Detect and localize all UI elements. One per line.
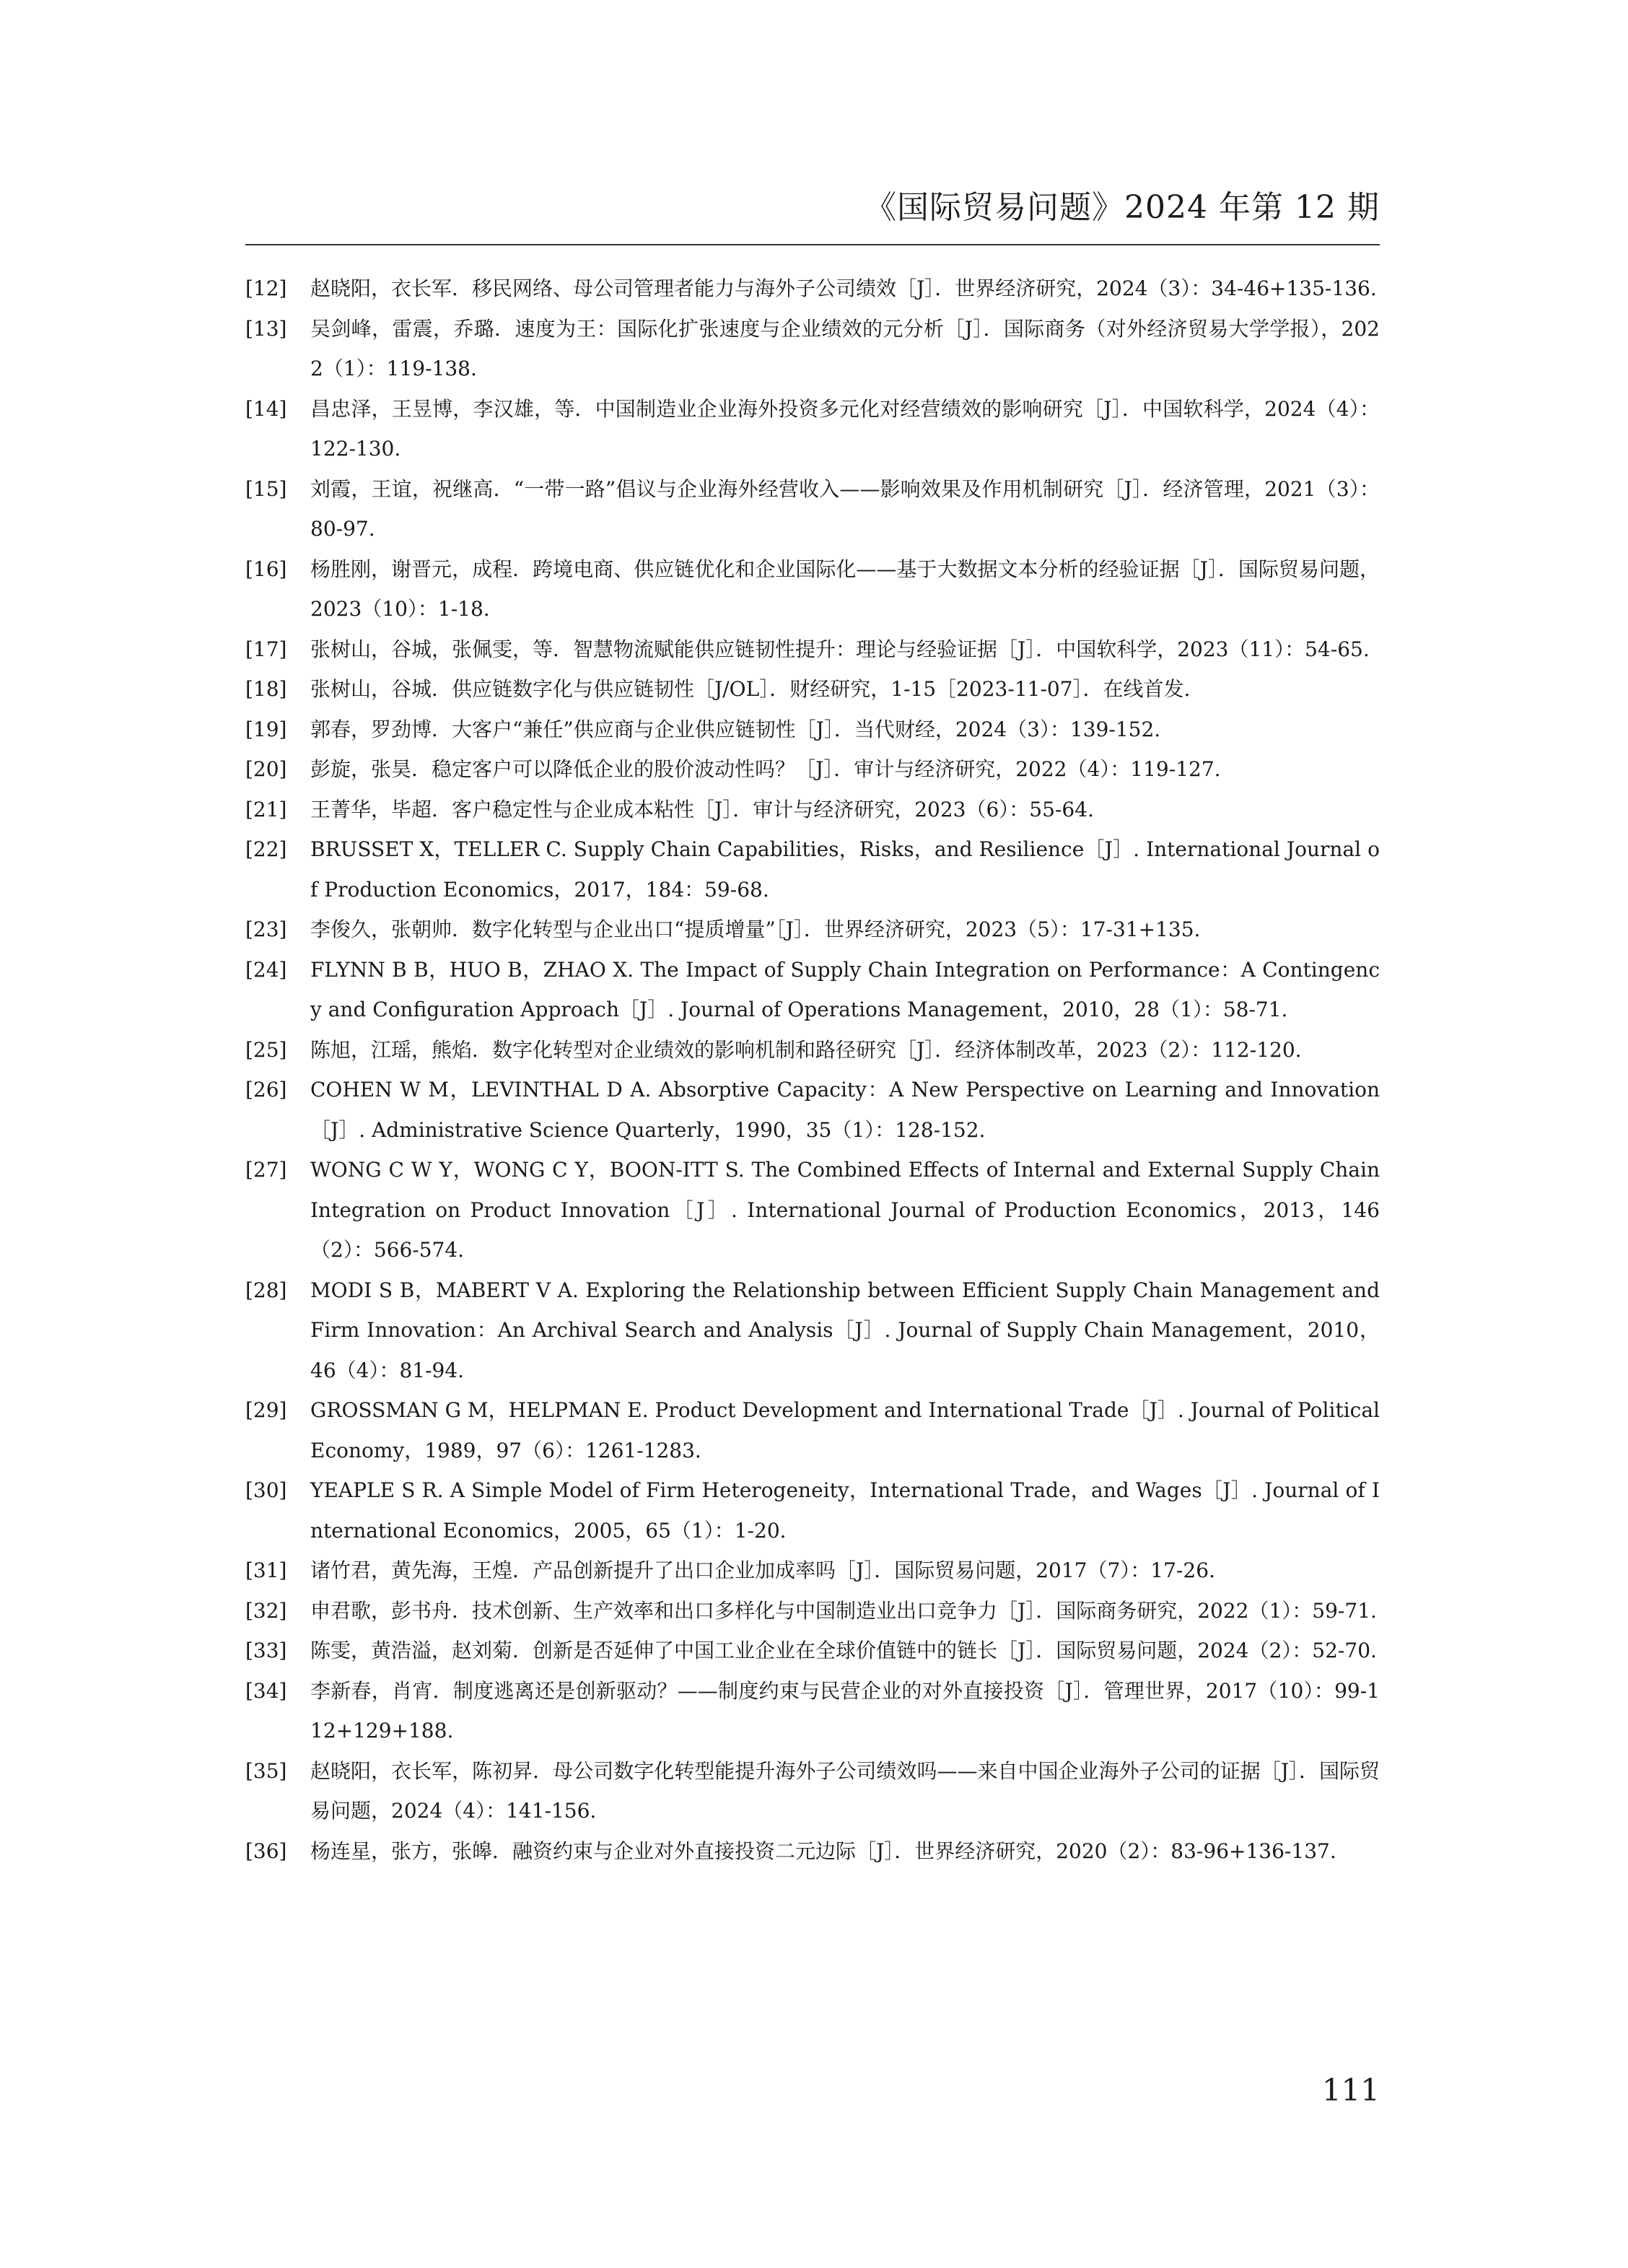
reference-text: 张树山，谷城．供应链数字化与供应链韧性［J/OL］．财经研究，1-15［2023-11-07］．在线首发. [310,677,1191,701]
reference-item [245,1270,1380,1391]
reference-number: [14] [245,396,287,421]
reference-number: [32] [245,1598,287,1623]
reference-text: 昌忠泽，王昱博，李汉雄，等．中国制造业企业海外投资多元化对经营绩效的影响研究［J］．中国软科学，2024（4）：122-130. [310,396,1380,461]
reference-item [245,1070,1380,1150]
reference-text: 张树山，谷城，张佩雯，等．智慧物流赋能供应链韧性提升：理论与经验证据［J］．中国软科学，2023（11）：54-65. [310,637,1370,661]
reference-item [245,710,1380,750]
reference-number: [35] [245,1758,287,1783]
reference-text: 申君歌，彭书舟．技术创新、生产效率和出口多样化与中国制造业出口竞争力［J］．国际商务研究，2022（1）：59-71. [310,1598,1377,1623]
reference-item [245,1470,1380,1550]
page-number: 111 [1321,2072,1380,2108]
reference-text: WONG C W Y，WONG C Y，BOON-ITT S. The Combined Effects of Internal and External Supply Chain Integration on Product Innovation［J］. International Journal of Production Economics，2013，146（2）：566-574. [310,1158,1380,1262]
reference-item [245,629,1380,670]
reference-text: 彭旋，张昊．稳定客户可以降低企业的股价波动性吗？［J］．审计与经济研究，2022（4）：119-127. [310,757,1221,781]
reference-number: [12] [245,276,287,300]
reference-number: [23] [245,917,287,941]
reference-number: [29] [245,1398,287,1422]
reference-number: [13] [245,316,287,341]
reference-item [245,549,1380,629]
reference-item [245,749,1380,790]
reference-item [245,1030,1380,1070]
reference-text: 郭春，罗劲博．大客户“兼任”供应商与企业供应链韧性［J］．当代财经，2024（3）：139-152. [310,717,1161,741]
reference-item [245,309,1380,389]
reference-item [245,1390,1380,1470]
reference-text: 陈旭，江瑶，熊焰．数字化转型对企业绩效的影响机制和路径研究［J］．经济体制改革，2023（2）：112-120. [310,1037,1302,1062]
reference-item [245,829,1380,910]
reference-number: [30] [245,1478,287,1502]
reference-number: [22] [245,837,287,861]
reference-text: 刘霞，王谊，祝继高．“一带一路”倡议与企业海外经营收入——影响效果及作用机制研究［J］．经济管理，2021（3）：80-97. [310,476,1380,541]
reference-text: 赵晓阳，衣长军，陈初昇．母公司数字化转型能提升海外子公司绩效吗——来自中国企业海外子公司的证据［J］．国际贸易问题，2024（4）：141-156. [310,1758,1380,1823]
reference-number: [24] [245,957,287,982]
reference-text: 吴剑峰，雷震，乔璐．速度为王：国际化扩张速度与企业绩效的元分析［J］．国际商务（对外经济贸易大学学报），2022（1）：119-138. [310,316,1380,380]
reference-item [245,1671,1380,1751]
reference-number: [28] [245,1278,287,1302]
reference-text: 杨连星，张方，张皞．融资约束与企业对外直接投资二元边际［J］．世界经济研究，2020（2）：83-96+136-137. [310,1839,1336,1863]
reference-number: [27] [245,1158,287,1182]
reference-text: FLYNN B B，HUO B，ZHAO X. The Impact of Supply Chain Integration on Performance：A Contingency and Configuration Approach［J］. Journal of Operations Management，2010，28（1）：58-71. [310,957,1380,1021]
reference-number: [33] [245,1639,287,1662]
reference-text: BRUSSET X，TELLER C. Supply Chain Capabilities，Risks，and Resilience［J］. International Journal of Production Economics，2017，184：59-68. [310,837,1380,902]
running-header: 《国际贸易问题》2024 年第 12 期 [865,189,1380,226]
reference-number: [17] [245,637,287,661]
reference-text: 诸竹君，黄先海，王煌．产品创新提升了出口企业加成率吗［J］．国际贸易问题，2017（7）：17-26. [310,1558,1215,1582]
reference-text: 赵晓阳，衣长军．移民网络、母公司管理者能力与海外子公司绩效［J］．世界经济研究，2024（3）：34-46+135-136. [310,276,1377,300]
reference-text: GROSSMAN G M，HELPMAN E. Product Development and International Trade［J］. Journal of Political Economy，1989，97（6）：1261-1283. [310,1398,1380,1462]
reference-item [245,950,1380,1030]
reference-text: 陈雯，黄浩溢，赵刘菊．创新是否延伸了中国工业企业在全球价值链中的链长［J］．国际贸易问题，2024（2）：52-70. [310,1639,1377,1662]
reference-item [245,1150,1380,1270]
reference-number: [15] [245,476,287,501]
reference-text: YEAPLE S R. A Simple Model of Firm Heterogeneity，International Trade，and Wages［J］. Journal of International Economics，2005，65（1）：1-20. [310,1478,1380,1543]
reference-item [245,1631,1380,1671]
reference-item [245,790,1380,830]
reference-number: [26] [245,1078,287,1102]
reference-number: [34] [245,1678,287,1703]
header-rule [245,244,1380,245]
reference-number: [18] [245,677,287,701]
reference-item [245,469,1380,549]
reference-item [245,1751,1380,1831]
reference-item [245,269,1380,309]
reference-number: [19] [245,717,287,741]
reference-number: [25] [245,1037,287,1062]
reference-item [245,1550,1380,1591]
reference-number: [21] [245,797,287,821]
reference-list [245,269,1380,1871]
reference-text: COHEN W M，LEVINTHAL D A. Absorptive Capacity：A New Perspective on Learning and Innovation［J］. Administrative Science Quarterly，1990，35（1）：128-152. [310,1078,1380,1142]
reference-number: [16] [245,557,287,581]
reference-text: 杨胜刚，谢晋元，成程．跨境电商、供应链优化和企业国际化——基于大数据文本分析的经验证据［J］．国际贸易问题，2023（10）：1-18. [310,557,1380,621]
reference-number: [20] [245,757,287,781]
reference-item [245,910,1380,950]
reference-number: [36] [245,1839,287,1863]
reference-item [245,1591,1380,1631]
reference-text: 王菁华，毕超．客户稳定性与企业成本粘性［J］．审计与经济研究，2023（6）：55-64. [310,797,1094,821]
reference-item [245,669,1380,710]
reference-item [245,1831,1380,1872]
reference-text: 李新春，肖宵．制度逃离还是创新驱动？——制度约束与民营企业的对外直接投资［J］．管理世界，2017（10）：99-112+129+188. [310,1678,1380,1743]
reference-text: 李俊久，张朝帅．数字化转型与企业出口“提质增量”［J］．世界经济研究，2023（5）：17-31+135. [310,917,1201,941]
reference-number: [31] [245,1558,287,1582]
reference-text: MODI S B，MABERT V A. Exploring the Relationship between Efficient Supply Chain Management and Firm Innovation：An Archival Search and Analysis［J］. Journal of Supply Chain Management，2010，46（4）：81-94. [310,1278,1380,1382]
reference-item [245,389,1380,469]
